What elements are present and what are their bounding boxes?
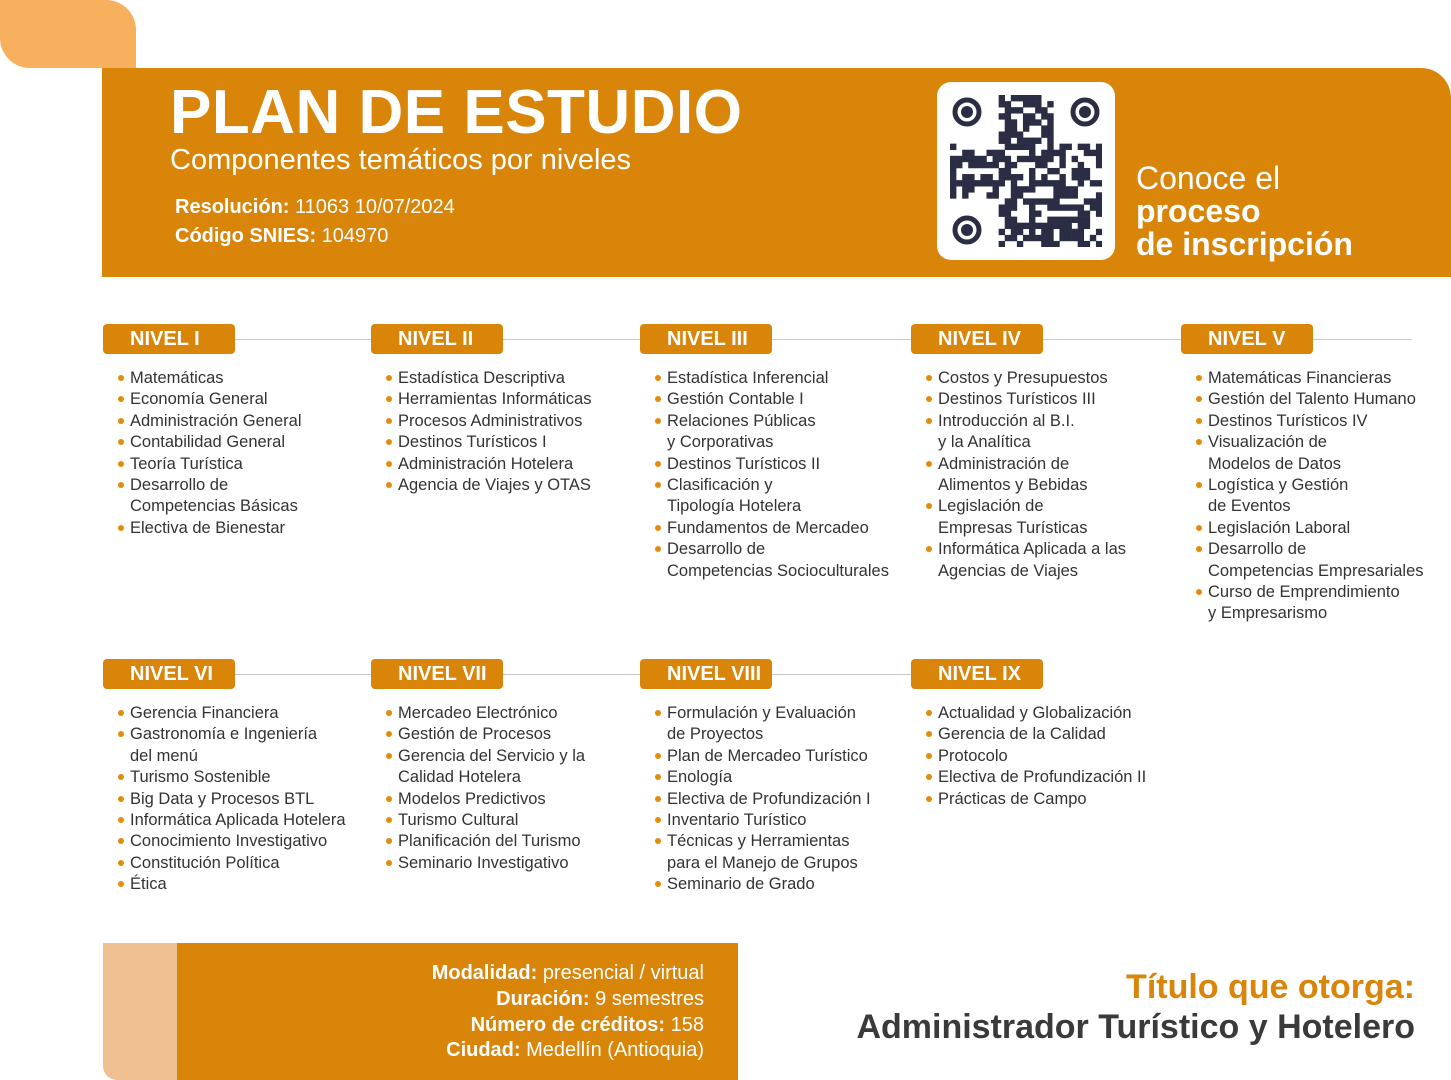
level-badge: NIVEL IV [911, 324, 1043, 354]
ciudad-line [446, 1038, 704, 1063]
page-title: PLAN DE ESTUDIO [170, 78, 743, 147]
level-items [118, 703, 388, 896]
curriculum-item: Fundamentos de Mercadeo [655, 518, 925, 539]
corner-tab-decoration [0, 0, 136, 68]
header-banner [102, 68, 1451, 277]
creditos-label: Número de créditos: [470, 1014, 666, 1036]
curriculum-item: Mercadeo Electrónico [386, 703, 656, 724]
curriculum-item: Teoría Turística [118, 454, 388, 475]
duracion-label: Duración: [496, 988, 590, 1010]
level-badge: NIVEL VII [371, 659, 503, 689]
curriculum-item: Contabilidad General [118, 432, 388, 453]
duracion-value: 9 semestres [595, 988, 704, 1010]
curriculum-item: Gestión Contable I [655, 389, 925, 410]
resolucion-value: 11063 10/07/2024 [295, 196, 455, 218]
qr-code-icon[interactable] [937, 82, 1115, 260]
curriculum-item: Seminario Investigativo [386, 853, 656, 874]
ciudad-label: Ciudad: [446, 1039, 521, 1061]
modalidad-line [432, 961, 704, 986]
curriculum-item: Seminario de Grado [655, 874, 925, 895]
cta-line-1: Conoce el [1136, 160, 1281, 196]
curriculum-item: Administración de Alimentos y Bebidas [926, 454, 1196, 497]
snies-value: 104970 [321, 225, 389, 247]
curriculum-item: Procesos Administrativos [386, 411, 656, 432]
level-badge: NIVEL VIII [640, 659, 772, 689]
level-items [1196, 368, 1451, 625]
curriculum-item: Gestión del Talento Humano [1196, 389, 1451, 410]
creditos-line [471, 1013, 704, 1038]
curriculum-item: Inventario Turístico [655, 810, 925, 831]
resolucion-label: Resolución: [175, 196, 290, 218]
curriculum-item: Destinos Turísticos II [655, 454, 925, 475]
snies-label: Código SNIES: [175, 225, 317, 247]
snies-line [175, 225, 388, 248]
inscription-cta[interactable] [1136, 162, 1353, 261]
curriculum-item: Enología [655, 767, 925, 788]
curriculum-item: Logística y Gestión de Eventos [1196, 475, 1451, 518]
curriculum-item: Gestión de Procesos [386, 724, 656, 745]
level-items [655, 703, 925, 896]
curriculum-item: Modelos Predictivos [386, 789, 656, 810]
curriculum-item: Agencia de Viajes y OTAS [386, 475, 656, 496]
curriculum-item: Ética [118, 874, 388, 895]
level-badge: NIVEL II [371, 324, 503, 354]
curriculum-item: Estadística Descriptiva [386, 368, 656, 389]
curriculum-item: Herramientas Informáticas [386, 389, 656, 410]
curriculum-item: Clasificación y Tipología Hotelera [655, 475, 925, 518]
modalidad-value: presencial / virtual [542, 962, 704, 984]
curriculum-item: Formulación y Evaluación de Proyectos [655, 703, 925, 746]
curriculum-item: Introducción al B.I. y la Analítica [926, 411, 1196, 454]
curriculum-item: Estadística Inferencial [655, 368, 925, 389]
curriculum-item: Gerencia del Servicio y la Calidad Hotelera [386, 746, 656, 789]
curriculum-item: Conocimiento Investigativo [118, 831, 388, 852]
curriculum-item: Protocolo [926, 746, 1196, 767]
level-items [926, 703, 1196, 810]
level-badge: NIVEL I [103, 324, 235, 354]
qr-code-graphic [950, 95, 1102, 247]
curriculum-item: Electiva de Bienestar [118, 518, 388, 539]
cta-line-2: proceso [1136, 193, 1261, 229]
curriculum-item: Legislación de Empresas Turísticas [926, 496, 1196, 539]
cta-line-3: de inscripción [1136, 226, 1353, 262]
curriculum-item: Gastronomía e Ingeniería del menú [118, 724, 388, 767]
curriculum-item: Desarrollo de Competencias Empresariales [1196, 539, 1451, 582]
curriculum-item: Plan de Mercadeo Turístico [655, 746, 925, 767]
duracion-line [496, 987, 704, 1012]
level-items [926, 368, 1196, 582]
curriculum-item: Big Data y Procesos BTL [118, 789, 388, 810]
curriculum-item: Visualización de Modelos de Datos [1196, 432, 1451, 475]
level-items [655, 368, 925, 582]
curriculum-item: Relaciones Públicas y Corporativas [655, 411, 925, 454]
curriculum-item: Economía General [118, 389, 388, 410]
level-items [386, 368, 656, 496]
page-subtitle: Componentes temáticos por niveles [170, 144, 632, 176]
curriculum-item: Turismo Cultural [386, 810, 656, 831]
curriculum-item: Gerencia Financiera [118, 703, 388, 724]
curriculum-item: Desarrollo de Competencias Socioculturales [655, 539, 925, 582]
curriculum-item: Costos y Presupuestos [926, 368, 1196, 389]
curriculum-item: Turismo Sostenible [118, 767, 388, 788]
curriculum-item: Destinos Turísticos IV [1196, 411, 1451, 432]
curriculum-item: Planificación del Turismo [386, 831, 656, 852]
curriculum-item: Administración General [118, 411, 388, 432]
ciudad-value: Medellín (Antioquia) [526, 1039, 704, 1061]
level-items [118, 368, 388, 539]
level-badge: NIVEL V [1181, 324, 1313, 354]
curriculum-item: Matemáticas Financieras [1196, 368, 1451, 389]
curriculum-item: Prácticas de Campo [926, 789, 1196, 810]
level-badge: NIVEL IX [911, 659, 1043, 689]
curriculum-item: Destinos Turísticos III [926, 389, 1196, 410]
curriculum-item: Desarrollo de Competencias Básicas [118, 475, 388, 518]
curriculum-item: Matemáticas [118, 368, 388, 389]
resolucion-line [175, 196, 455, 219]
level-badge: NIVEL III [640, 324, 772, 354]
curriculum-item: Destinos Turísticos I [386, 432, 656, 453]
curriculum-item: Informática Aplicada a las Agencias de Viajes [926, 539, 1196, 582]
curriculum-item: Curso de Emprendimiento y Empresarismo [1196, 582, 1451, 625]
curriculum-item: Gerencia de la Calidad [926, 724, 1196, 745]
curriculum-item: Electiva de Profundización II [926, 767, 1196, 788]
program-info-box [177, 943, 738, 1080]
curriculum-item: Legislación Laboral [1196, 518, 1451, 539]
curriculum-item: Informática Aplicada Hotelera [118, 810, 388, 831]
curriculum-item: Técnicas y Herramientas para el Manejo de Grupos [655, 831, 925, 874]
creditos-value: 158 [670, 1014, 704, 1036]
degree-label: Título que otorga: [1126, 968, 1415, 1006]
modalidad-label: Modalidad: [431, 962, 538, 984]
level-badge: NIVEL VI [103, 659, 235, 689]
curriculum-item: Actualidad y Globalización [926, 703, 1196, 724]
level-items [386, 703, 656, 874]
degree-title: Administrador Turístico y Hotelero [856, 1008, 1415, 1046]
curriculum-item: Constitución Política [118, 853, 388, 874]
curriculum-item: Administración Hotelera [386, 454, 656, 475]
curriculum-item: Electiva de Profundización I [655, 789, 925, 810]
